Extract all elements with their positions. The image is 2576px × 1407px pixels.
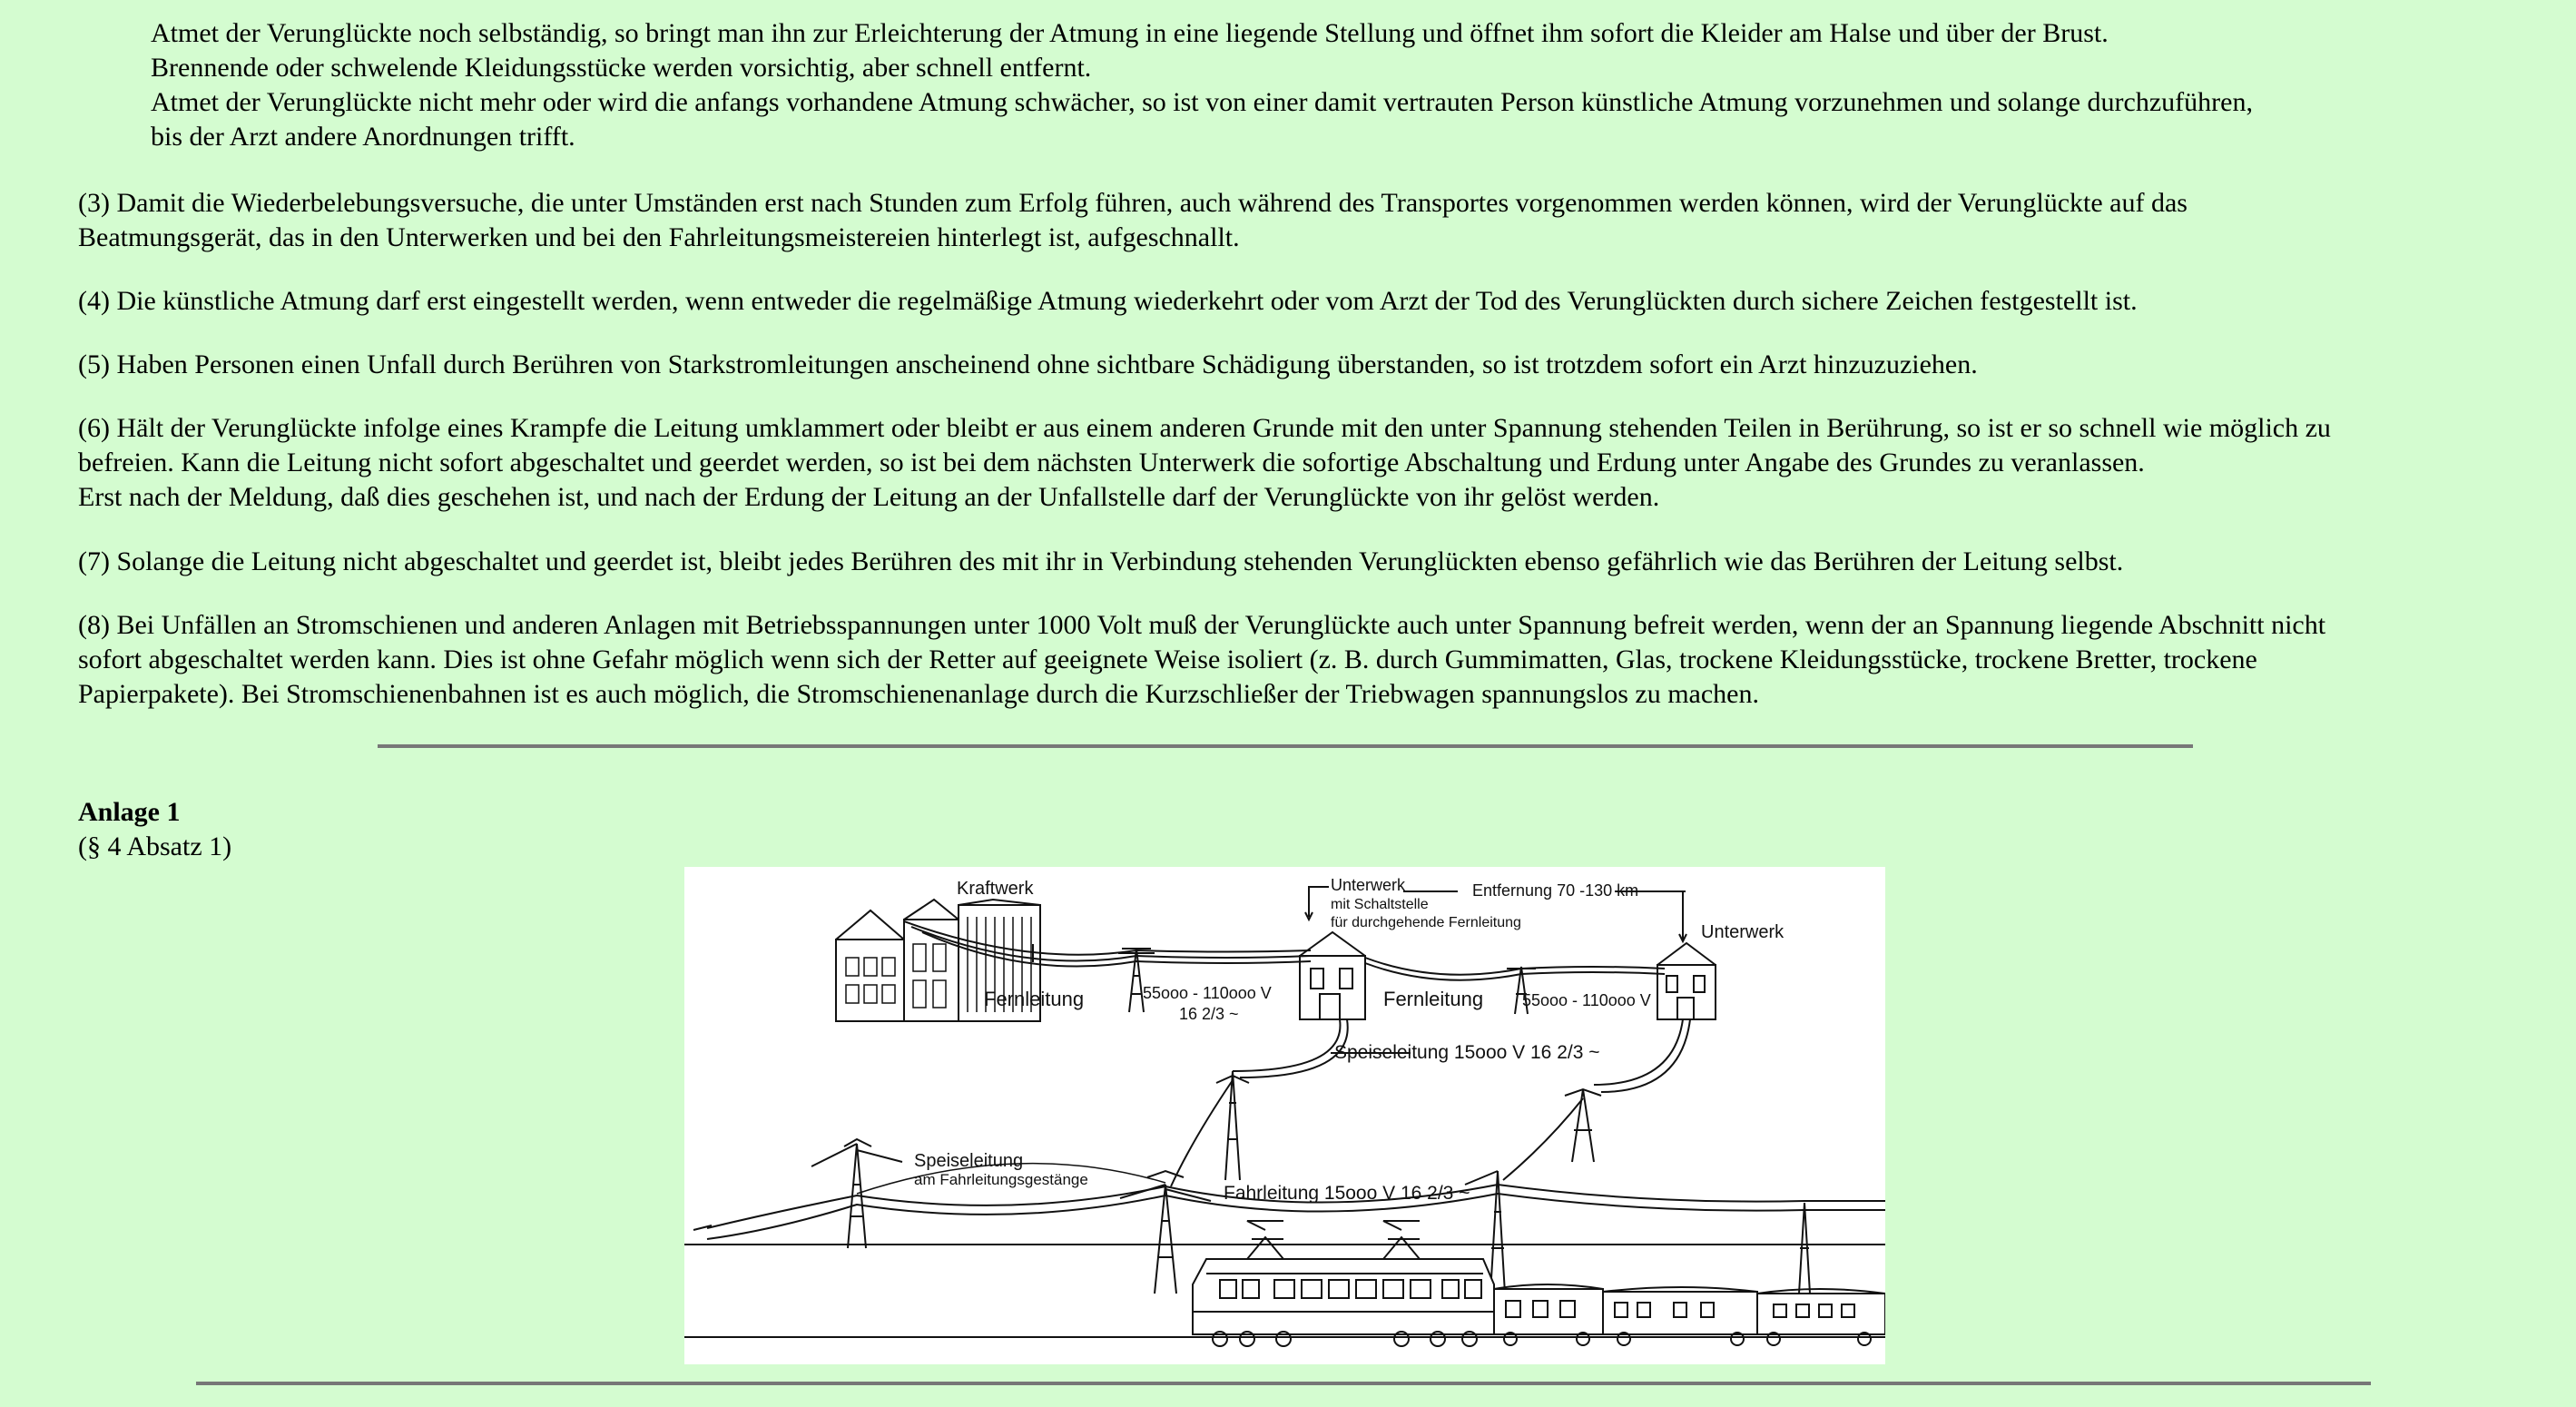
- paragraph-line: (3) Damit die Wiederbelebungsversuche, die unter Umständen erst nach Stunden zum Erfolg führen, auch während des Transportes vorgenommen werden können, wird der Verunglückte auf das: [78, 188, 2188, 218]
- divider: [378, 744, 2193, 748]
- label-freq-1: 16 2/3 ~: [1179, 1005, 1239, 1023]
- label-entfernung: Entfernung 70 -130 km: [1472, 881, 1639, 900]
- paragraph-3: [78, 186, 2529, 255]
- power-supply-figure: [684, 867, 1885, 1364]
- paragraph-6: [78, 411, 2529, 515]
- anlage-subtitle: (§ 4 Absatz 1): [78, 831, 232, 861]
- catenary-mast-3: [1216, 1071, 1249, 1180]
- paragraph-line: befreien. Kann die Leitung nicht sofort abgeschaltet und geerdet werden, so ist bei dem nächsten Unterwerk die sofortige Abschaltung und Erdung unter Angabe des Grundes zu veranlassen.: [78, 448, 2145, 477]
- paragraph-line: (4) Die künstliche Atmung darf erst eingestellt werden, wenn entweder die regelmäßige Atmung wiederkehrt oder vom Arzt der Tod des Verunglückten durch sichere Zeichen festgestellt ist.: [78, 286, 2138, 316]
- intro-line: Brennende oder schwelende Kleidungsstücke werden vorsichtig, aber schnell entfernt.: [151, 53, 1092, 83]
- paragraph-line: (5) Haben Personen einen Unfall durch Berühren von Starkstromleitungen anscheinend ohne sichtbare Schädigung überstanden, so ist trotzdem sofort ein Arzt hinzuzuziehen.: [78, 349, 1978, 379]
- paragraph-line: Beatmungsgerät, das in den Unterwerken und bei den Fahrleitungsmeistereien hinterlegt ist, aufgeschnallt.: [78, 222, 1240, 252]
- paragraph-line: Erst nach der Meldung, daß dies geschehen ist, und nach der Erdung der Leitung an der Unfallstelle darf der Verunglückte von ihr gelöst werden.: [78, 482, 1660, 512]
- train-car-1: [1494, 1284, 1603, 1345]
- bottom-divider: [196, 1382, 2371, 1385]
- catenary-mast-4: [1565, 1089, 1601, 1162]
- intro-line: Atmet der Verunglückte nicht mehr oder wird die anfangs vorhandene Atmung schwächer, so ist von einer damit vertrauten Person künstliche Atmung vorzunehmen und solange durchzuführen,: [151, 87, 2253, 117]
- unterwerk-1-building: [1300, 932, 1365, 1019]
- label-fernleitung-1: Fernleitung: [984, 988, 1085, 1010]
- paragraph-7: [78, 545, 2529, 579]
- label-speiseleitung-left: Speiseleitung: [914, 1151, 1024, 1171]
- paragraph-line: (6) Hält der Verunglückte infolge eines Krampfe die Leitung umklammert oder bleibt er aus einem anderen Grunde mit den unter Spannung stehenden Teilen in Berührung, so ist er so schnell wie möglich zu: [78, 413, 2331, 443]
- label-voltage-2: 55ooo - 110ooo V: [1522, 991, 1651, 1009]
- locomotive: [1193, 1221, 1494, 1346]
- label-fernleitung-2: Fernleitung: [1383, 988, 1484, 1010]
- paragraph-line: sofort abgeschaltet werden kann. Dies ist ohne Gefahr möglich wenn sich der Retter auf geeignete Weise isoliert (z. B. durch Gummimatten, Glas, trockene Kleidungsstücke, trockene Bretter, trockene: [78, 644, 2257, 674]
- anlage-title: Anlage 1: [78, 797, 181, 827]
- paragraph-line: (8) Bei Unfällen an Stromschienen und anderen Anlagen mit Betriebsspannungen unter 1000 Volt muß der Verunglückte auch unter Spannung befreit werden, wenn der an Spannung liegende Abschnitt nicht: [78, 610, 2326, 640]
- paragraph-line: (7) Solange die Leitung nicht abgeschaltet und geerdet ist, bleibt jedes Berühren des mit ihr in Verbindung stehenden Verunglückten ebenso gefährlich wie das Berühren der Leitung selbst.: [78, 546, 2124, 576]
- label-kraftwerk: Kraftwerk: [957, 879, 1034, 899]
- label-unterwerk-1-sub2: für durchgehende Fernleitung: [1331, 915, 1521, 930]
- label-speiseleitung-main: Speiseleitung 15ooo V 16 2/3 ~: [1334, 1042, 1600, 1063]
- label-voltage-1: 55ooo - 110ooo V: [1143, 984, 1272, 1002]
- paragraph-4: [78, 284, 2529, 319]
- unterwerk-2-building: [1657, 943, 1716, 1019]
- paragraph-8: [78, 608, 2529, 712]
- paragraph-5: [78, 348, 2529, 382]
- intro-line: bis der Arzt andere Anordnungen trifft.: [151, 122, 575, 152]
- paragraph-line: Papierpakete). Bei Stromschienenbahnen ist es auch möglich, die Stromschienenanlage durch die Kurzschließer der Triebwagen spannungslos zu machen.: [78, 679, 1759, 709]
- catenary-mast-6: [1799, 1203, 1810, 1294]
- power-supply-diagram: [684, 867, 1885, 1364]
- label-fahrleitung: Fahrleitung 15ooo V 16 2/3 ~: [1224, 1183, 1470, 1204]
- label-unterwerk-2: Unterwerk: [1701, 922, 1785, 942]
- label-speiseleitung-left-sub: am Fahrleitungsgestänge: [914, 1171, 1088, 1188]
- intro-block: [151, 16, 2529, 154]
- label-unterwerk-1-sub1: mit Schaltstelle: [1331, 897, 1429, 912]
- intro-line: Atmet der Verunglückte noch selbständig, so bringt man ihn zur Erleichterung der Atmung in eine liegende Stellung und öffnet ihm sofort die Kleider am Halse und über der Brust.: [151, 18, 2109, 48]
- label-unterwerk-1: Unterwerk: [1331, 876, 1406, 894]
